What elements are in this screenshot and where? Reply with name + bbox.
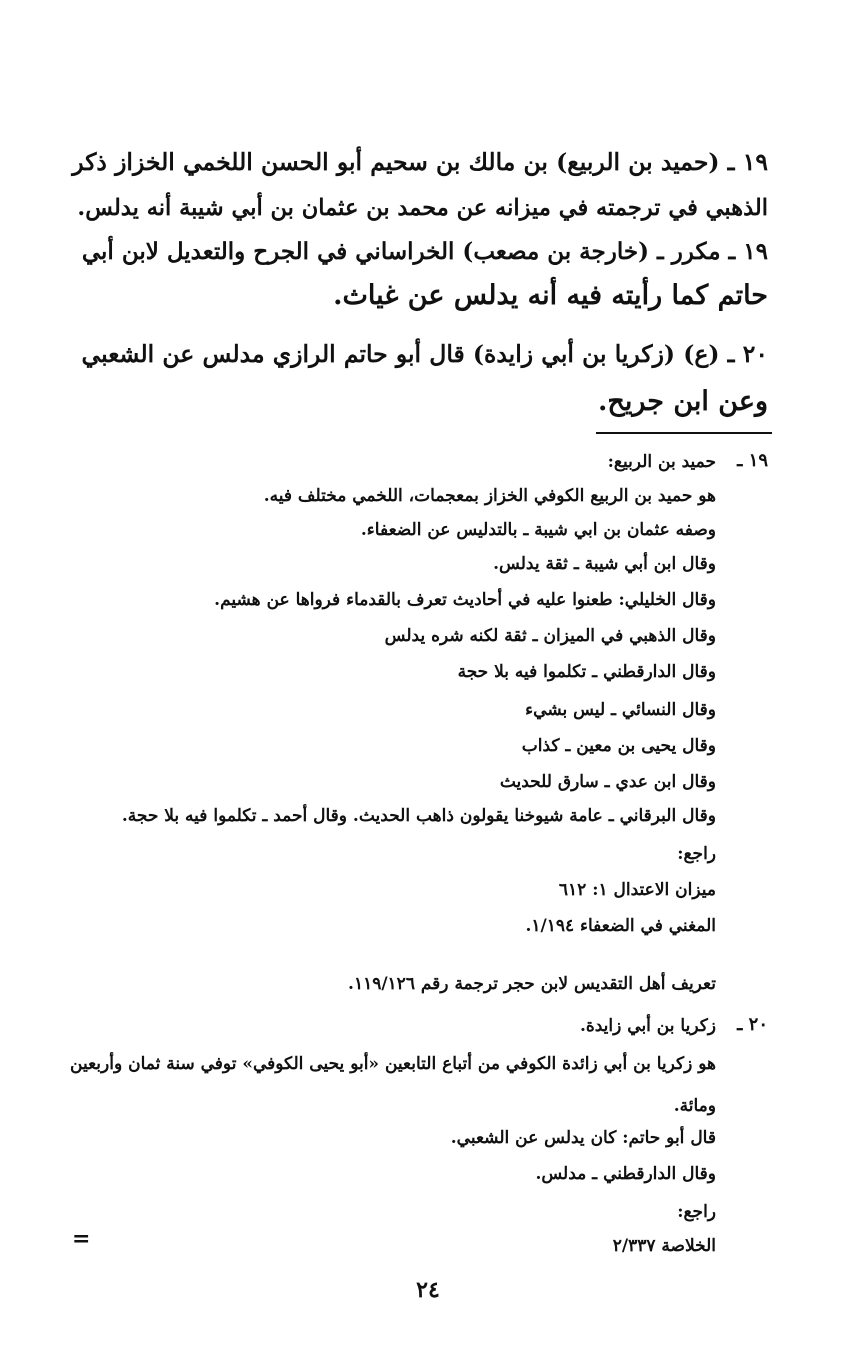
- footnote-line: تعريف أهل التقديس لابن حجر ترجمة رقم ١١٩/١٢٦.: [348, 974, 716, 994]
- footnote-line: وقال ابن عدي ـ سارق للحديث: [499, 772, 716, 792]
- footnote-title: حميد بن الربيع:: [607, 452, 716, 472]
- main-text-line: ١٩ ـ (حميد بن الربيع) بن مالك بن سحيم أبو الحسن اللخمي الخزاز ذكر: [72, 148, 768, 176]
- footnote-line: وقال الدارقطني ـ تكلموا فيه بلا حجة: [457, 662, 716, 682]
- footnote-number: ٢٠ ـ: [737, 1014, 768, 1035]
- main-text-line: ١٩ ـ مكرر ـ (خارجة بن مصعب) الخراساني في الجرح والتعديل لابن أبي: [81, 238, 768, 265]
- footnote-separator: [596, 432, 772, 434]
- footnote-line: راجع:: [677, 1202, 716, 1222]
- footnote-line: ومائة.: [673, 1096, 716, 1116]
- footnote-line: الخلاصة ٢/٣٣٧: [612, 1236, 716, 1256]
- footnote-title: زكريا بن أبي زايدة.: [579, 1016, 716, 1036]
- footnote-line: وقال ابن أبي شيبة ـ ثقة يدلس.: [493, 554, 716, 574]
- footnote-line: وصفه عثمان بن ابي شيبة ـ بالتدليس عن الضعفاء.: [360, 520, 716, 540]
- footnote-line: وقال النسائي ـ ليس بشيء: [525, 700, 716, 720]
- footnote-number: ١٩ ـ: [737, 450, 768, 471]
- footnote-line: راجع:: [677, 844, 716, 864]
- main-text-line: الذهبي في ترجمته في ميزانه عن محمد بن عثمان بن أبي شيبة أنه يدلس.: [77, 195, 768, 221]
- page-number: ٢٤: [416, 1277, 440, 1303]
- main-text-line: ٢٠ ـ (ع) (زكريا بن أبي زايدة) قال أبو حاتم الرازي مدلس عن الشعبي: [81, 340, 768, 368]
- footnote-line: المغني في الضعفاء ١/١٩٤.: [525, 916, 716, 936]
- footnote-line: وقال الذهبي في الميزان ـ ثقة لكنه شره يدلس: [384, 626, 716, 646]
- main-text-line: حاتم كما رأيته فيه أنه يدلس عن غياث.: [333, 280, 768, 311]
- footnote-line: وقال الخليلي: طعنوا عليه في أحاديث تعرف بالقدماء فرواها عن هشيم.: [214, 590, 716, 610]
- footnote-line: وقال الدارقطني ـ مدلس.: [535, 1164, 716, 1184]
- footnote-line: وقال البرقاني ـ عامة شيوخنا يقولون ذاهب الحديث. وقال أحمد ـ تكلموا فيه بلا حجة.: [121, 806, 716, 826]
- footnote-line: ميزان الاعتدال ١: ٦١٢: [558, 880, 716, 900]
- footnote-line: هو زكريا بن أبي زائدة الكوفي من أتباع التابعين «أبو يحيى الكوفي» توفي سنة ثمان وأربعين: [70, 1054, 716, 1074]
- footnote-line: قال أبو حاتم: كان يدلس عن الشعبي.: [450, 1128, 716, 1148]
- footnote-line: وقال يحيى بن معين ـ كذاب: [521, 736, 716, 756]
- main-text-line: وعن ابن جريح.: [597, 386, 768, 417]
- continuation-mark: =: [72, 1226, 91, 1252]
- footnote-line: هو حميد بن الربيع الكوفي الخزاز بمعجمات، اللخمي مختلف فيه.: [263, 486, 716, 506]
